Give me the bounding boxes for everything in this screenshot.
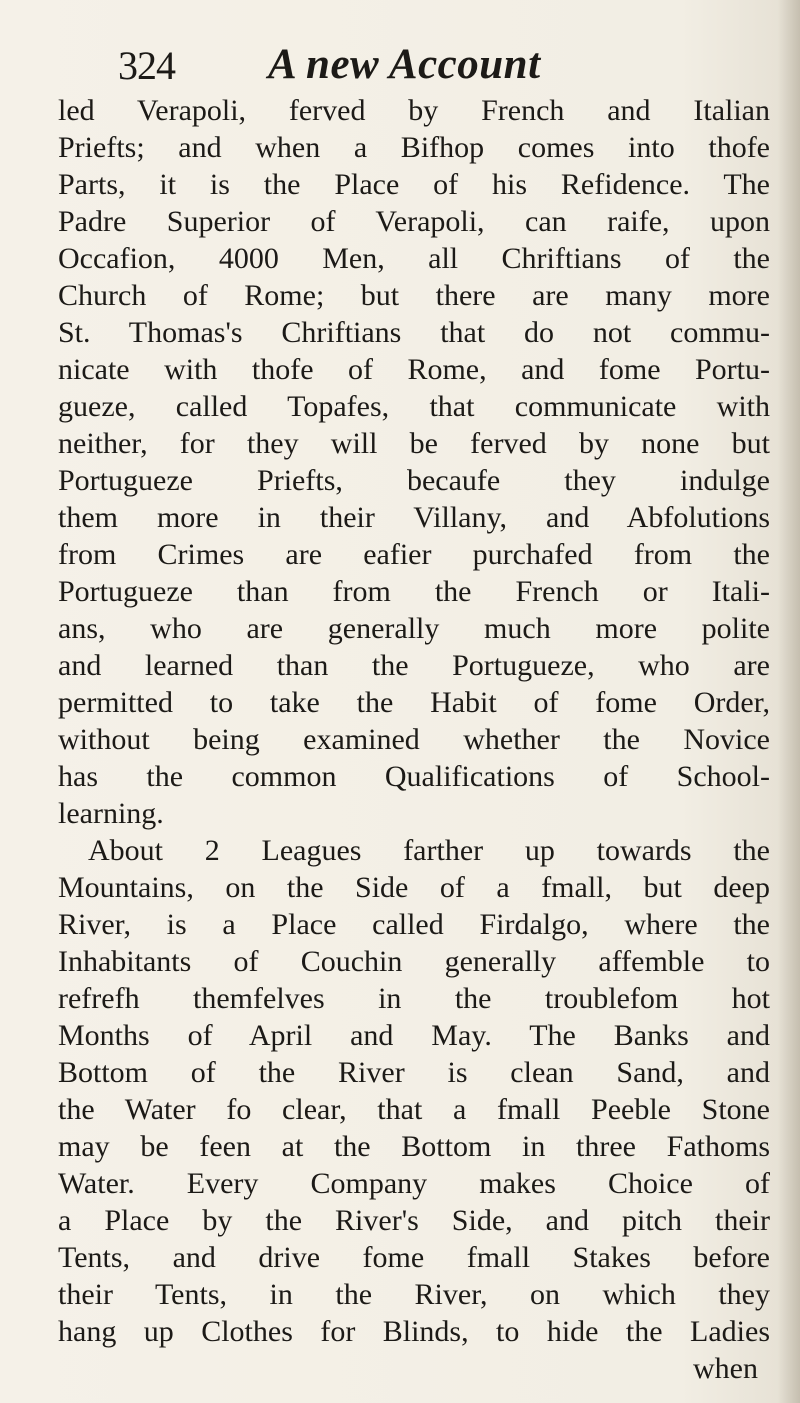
- text-line: them more in their Villany, and Abfolutions: [58, 501, 770, 534]
- text-line: Water. Every Company makes Choice of: [58, 1167, 770, 1200]
- text-line: a Place by the River's Side, and pitch their: [58, 1204, 770, 1237]
- text-line: neither, for they will be ferved by none but: [58, 427, 770, 460]
- text-line: ans, who are generally much more polite: [58, 612, 770, 645]
- text-line: Priefts; and when a Bifhop comes into thofe: [58, 131, 770, 164]
- page-header: [118, 40, 798, 90]
- page-number: 324: [118, 43, 175, 88]
- text-line: Church of Rome; but there are many more: [58, 279, 770, 312]
- text-line: has the common Qualifications of School-: [58, 760, 770, 793]
- page-edge-shadow: [778, 0, 800, 1403]
- text-line: refrefh themfelves in the troublefom hot: [58, 982, 770, 1015]
- text-line: hang up Clothes for Blinds, to hide the Ladies: [58, 1315, 770, 1348]
- text-line: learning.: [58, 797, 164, 830]
- text-line: without being examined whether the Novice: [58, 723, 770, 756]
- paragraph-start-line: About 2 Leagues farther up towards the: [88, 834, 770, 867]
- text-line: River, is a Place called Firdalgo, where the: [58, 908, 770, 941]
- text-line: Months of April and May. The Banks and: [58, 1019, 770, 1052]
- text-line: permitted to take the Habit of fome Order,: [58, 686, 770, 719]
- text-line: Padre Superior of Verapoli, can raife, upon: [58, 205, 770, 238]
- body-text: [58, 92, 770, 1387]
- running-head: A new Account: [268, 41, 541, 88]
- text-line: Occafion, 4000 Men, all Chriftians of the: [58, 242, 770, 275]
- text-line: Bottom of the River is clean Sand, and: [58, 1056, 770, 1089]
- catchword: when: [693, 1352, 758, 1385]
- text-line: their Tents, in the River, on which they: [58, 1278, 770, 1311]
- text-line: Mountains, on the Side of a fmall, but deep: [58, 871, 770, 904]
- text-line: Portugueze than from the French or Itali-: [58, 575, 770, 608]
- text-line: may be feen at the Bottom in three Fathoms: [58, 1130, 770, 1163]
- text-line: Parts, it is the Place of his Refidence. The: [58, 168, 770, 201]
- text-line: nicate with thofe of Rome, and fome Portu-: [58, 353, 770, 386]
- text-line: gueze, called Topafes, that communicate with: [58, 390, 770, 423]
- text-line: led Verapoli, ferved by French and Italian: [58, 94, 770, 127]
- text-line: from Crimes are eafier purchafed from the: [58, 538, 770, 571]
- text-line: Inhabitants of Couchin generally affemble to: [58, 945, 770, 978]
- text-line: Tents, and drive fome fmall Stakes before: [58, 1241, 770, 1274]
- text-line: Portugueze Priefts, becaufe they indulge: [58, 464, 770, 497]
- text-line: and learned than the Portugueze, who are: [58, 649, 770, 682]
- text-line: the Water fo clear, that a fmall Peeble Stone: [58, 1093, 770, 1126]
- text-line: St. Thomas's Chriftians that do not commu-: [58, 316, 770, 349]
